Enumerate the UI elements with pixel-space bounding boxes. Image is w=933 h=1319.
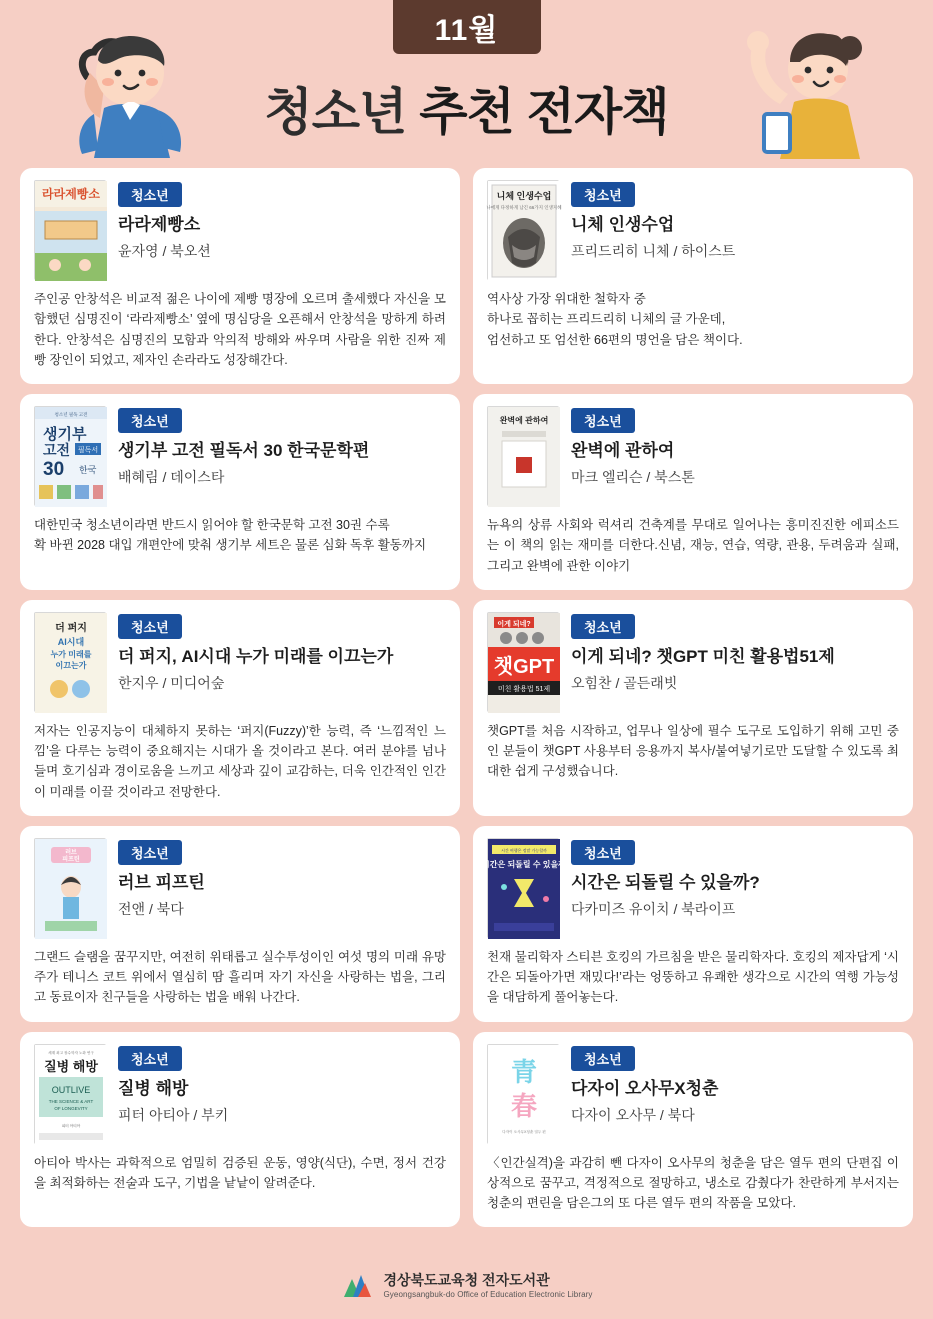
- svg-text:이끄는가: 이끄는가: [55, 660, 87, 670]
- book-meta: [118, 612, 446, 693]
- poster-header: [0, 0, 933, 165]
- book-title: 라라제빵소: [118, 215, 201, 234]
- book-description: 대한민국 청소년이라면 반드시 읽어야 할 한국문학 고전 30권 수록 확 바뀐 2028 대입 개편안에 맞춰 생기부 세트은 물론 심화 독후 활동까지: [34, 518, 427, 553]
- svg-text:누가 미래를: 누가 미래를: [50, 649, 92, 659]
- book-card-top: [34, 180, 446, 280]
- book-cover: [487, 406, 559, 506]
- svg-text:니체 인생수업: 니체 인생수업: [496, 191, 552, 201]
- book-title: 이게 되네? 챗GPT 미친 활용법51제: [571, 646, 835, 666]
- svg-text:OF LONGEVITY: OF LONGEVITY: [54, 1105, 88, 1111]
- book-description: 뉴욕의 상류 사회와 럭셔리 건축계를 무대로 일어나는 흥미진진한 에피소드는 이 책의 읽는 재미를 더한다.신념, 재능, 연습, 역량, 관용, 두려움과 실패, 그리고 완벽에 관한 이야기: [487, 518, 899, 573]
- svg-text:春: 春: [510, 1090, 538, 1121]
- book-description: 아티아 박사는 과학적으로 엄밀히 검증된 운동, 영양(식단), 수면, 정서 건강을 최적화하는 전술과 도구, 기법을 낱낱이 알려준다.: [34, 1155, 446, 1190]
- svg-text:AI시대: AI시대: [57, 636, 85, 647]
- footer-org-kr: 경상북도교육청 전자도서관: [383, 1272, 550, 1289]
- book-cover: [34, 1044, 106, 1144]
- book-author: 다카미즈 유이치 / 북라이프: [571, 901, 736, 917]
- book-card[interactable]: [20, 1032, 460, 1228]
- book-meta: [571, 612, 899, 693]
- book-meta: [571, 1044, 899, 1125]
- book-cover: [486, 180, 562, 280]
- svg-text:라라제빵소: 라라제빵소: [42, 187, 100, 201]
- book-description: 역사상 가장 위대한 철학자 중 하나로 꼽히는 프리드리히 니체의 글 가운데, 엄선하고 또 엄선한 66편의 명언을 담은 책이다.: [487, 292, 743, 347]
- status-badge: 청소년: [118, 408, 182, 433]
- book-author: 피터 아티아 / 부키: [118, 1106, 229, 1123]
- book-title: 완벽에 관하여: [571, 441, 675, 460]
- svg-text:질병 해방: 질병 해방: [44, 1058, 98, 1074]
- book-meta: [571, 838, 899, 919]
- book-card-top: [34, 838, 446, 938]
- book-card[interactable]: [473, 394, 913, 590]
- book-card-top: [482, 838, 899, 938]
- footer: [0, 1271, 933, 1301]
- book-card-top: [34, 1044, 446, 1144]
- book-meta: [571, 406, 899, 487]
- book-description: 그랜드 슬램을 꿈꾸지만, 여전히 위태롭고 실수투성이인 여섯 명의 미래 유망주가 테니스 코트 위에서 열심히 땀 흘리며 자기 자신을 사랑하는 법을, 그리고 동료이자 친구들을 사랑하는 법을 배워 나간다.: [34, 949, 446, 1005]
- svg-text:세계 최고 장수학자 노화 연구: 세계 최고 장수학자 노화 연구: [48, 1050, 94, 1055]
- book-meta: [118, 180, 446, 261]
- month-label: 11월: [434, 14, 499, 47]
- svg-text:러브: 러브: [65, 849, 77, 856]
- svg-text:챗GPT: 챗GPT: [493, 655, 555, 678]
- book-card-top: [487, 1044, 899, 1144]
- svg-text:한국: 한국: [79, 465, 97, 475]
- title-part1: 청소년: [264, 84, 407, 140]
- book-author: 마크 엘리슨 / 북스톤: [571, 469, 695, 486]
- book-description: 주인공 안창석은 비교적 젊은 나이에 제빵 명장에 오르며 출세했다 자신을 모함했던 심명진이 ‘라라제빵소’ 옆에 명심당을 오픈해서 안창석을 망하게 하려 한다. 안창석은 심명진의 모함과 악의적 방해와 싸우며 사람을 위한 진짜 제빵 장인이 되었고, 제자인 손라라도 성장해간다.: [34, 292, 446, 367]
- footer-org-en: Gyeongsangbuk-do Office of Education Electronic Library: [383, 1289, 593, 1299]
- book-card-top: [34, 612, 446, 712]
- book-card-top: [487, 406, 899, 506]
- svg-text:청소년 필독 고전: 청소년 필독 고전: [54, 412, 88, 417]
- book-author: 오힘찬 / 골든래빗: [571, 675, 678, 691]
- status-badge: 청소년: [571, 182, 635, 207]
- book-meta: [571, 180, 899, 261]
- svg-text:OUTLIVE: OUTLIVE: [51, 1084, 91, 1095]
- book-author: 배혜림 / 데이스타: [118, 469, 225, 486]
- page-title: [0, 72, 933, 144]
- book-card[interactable]: [473, 168, 913, 384]
- status-badge: 청소년: [571, 408, 635, 433]
- svg-text:나에게 다정하게 남긴 66가지 인생지혜: 나에게 다정하게 남긴 66가지 인생지혜: [486, 205, 562, 210]
- book-card-top: [487, 180, 899, 280]
- svg-text:시간은 되돌릴 수 있을까: 시간은 되돌릴 수 있을까: [482, 859, 566, 869]
- status-badge: 청소년: [118, 614, 182, 639]
- book-cover: [482, 838, 566, 938]
- book-description: 저자는 인공지능이 대체하지 못하는 ‘퍼지(Fuzzy)’한 능력, 즉 ‘느낌적인 느낌’을 다루는 능력이 중요해지는 시대가 올 것이라고 본다. 여러 분야를 넘나들며 호기심과 경이로움을 느끼고 세상과 깊이 교감하는, 더욱 인간적인 인간이 미래를 이끌 것이라고 전망한다.: [34, 723, 446, 799]
- status-badge: 청소년: [571, 614, 635, 639]
- book-description: 〈인간실격)을 과감히 뺀 다자이 오사무의 청춘을 담은 열두 편의 단편집 이상적으로 꿈꾸고, 격정적으로 절망하고, 냉소로 감췄다가 찬란하게 부서지는 청춘의 편린을 담은그의 또 다른 열두 편의 작품을 모았다.: [487, 1155, 899, 1210]
- book-title: 다자이 오사무X청춘: [571, 1078, 719, 1098]
- month-tab: [393, 0, 541, 54]
- svg-text:고전: 고전: [43, 442, 71, 458]
- book-author: 윤자영 / 북오션: [118, 243, 211, 260]
- book-card-top: [34, 406, 446, 506]
- status-badge: 청소년: [118, 840, 182, 865]
- book-title: 러브 피프틴: [118, 872, 205, 892]
- book-card[interactable]: [20, 168, 460, 384]
- status-badge: 청소년: [571, 1046, 635, 1071]
- book-description: 천재 물리학자 스티븐 호킹의 가르침을 받은 물리학자다. 호킹의 제자답게 ‘시간은 되돌아가면 재밌다!’라는 엉뚱하고 유쾌한 생각으로 시간의 역행 가능성을 대담하게 풀어놓는다.: [487, 949, 899, 1005]
- book-card[interactable]: [20, 600, 460, 816]
- book-title: 더 퍼지, AI시대 누가 미래를 이끄는가: [118, 646, 394, 666]
- book-title: 생기부 고전 필독서 30 한국문학편: [118, 441, 370, 460]
- svg-text:青: 青: [510, 1056, 538, 1087]
- book-card[interactable]: [473, 826, 913, 1022]
- svg-text:다자이 오사무X청춘 열두 편: 다자이 오사무X청춘 열두 편: [502, 1129, 546, 1134]
- footer-text: [383, 1272, 592, 1300]
- book-cover: [487, 1044, 559, 1144]
- book-card[interactable]: [20, 394, 460, 590]
- svg-text:완벽에 관하여: 완벽에 관하여: [499, 416, 549, 425]
- book-card[interactable]: [473, 1032, 913, 1228]
- status-badge: 청소년: [118, 182, 182, 207]
- book-title: 니체 인생수업: [571, 215, 675, 234]
- svg-text:THE SCIENCE & ART: THE SCIENCE & ART: [48, 1098, 94, 1104]
- book-author: 프리드리히 니체 / 하이스트: [571, 243, 736, 260]
- status-badge: 청소년: [118, 1046, 182, 1071]
- gyeongbuk-education-logo-icon: [340, 1271, 374, 1301]
- status-badge: 청소년: [571, 840, 635, 865]
- book-description: 챗GPT를 처음 시작하고, 업무나 일상에 필수 도구로 도입하기 위해 고민 중인 분들이 챗GPT 사용부터 응용까지 복사/붙여넣기로만 도달할 수 있도록 최대한 쉽게 구성했습니다.: [487, 723, 899, 779]
- book-author: 전앤 / 북다: [118, 901, 184, 917]
- svg-text:피프틴: 피프틴: [62, 856, 80, 863]
- book-grid: [20, 168, 913, 1227]
- book-card[interactable]: [20, 826, 460, 1022]
- svg-text:이게 되네?: 이게 되네?: [497, 620, 531, 628]
- book-cover: [487, 612, 559, 712]
- title-part2: 추천 전자책: [419, 84, 669, 140]
- book-cover: [34, 612, 106, 712]
- book-cover: [34, 838, 106, 938]
- book-card-top: [487, 612, 899, 712]
- book-meta: [118, 1044, 446, 1125]
- svg-text:시간 여행은 정말 가능할까: 시간 여행은 정말 가능할까: [501, 847, 547, 853]
- book-card[interactable]: [473, 600, 913, 816]
- svg-text:더 퍼지: 더 퍼지: [55, 622, 87, 634]
- svg-text:피터 아티아: 피터 아티아: [61, 1123, 81, 1128]
- book-cover: [34, 180, 106, 280]
- book-meta: [118, 406, 446, 487]
- book-title: 시간은 되돌릴 수 있을까?: [571, 872, 760, 892]
- book-cover: [34, 406, 106, 506]
- book-meta: [118, 838, 446, 919]
- svg-text:30: 30: [43, 459, 65, 480]
- svg-text:미친 활용법 51제: 미친 활용법 51제: [497, 685, 551, 693]
- book-title: 질병 해방: [118, 1078, 189, 1098]
- book-author: 한지우 / 미디어숲: [118, 675, 225, 691]
- svg-text:생기부: 생기부: [43, 426, 87, 443]
- svg-text:필독서: 필독서: [77, 447, 99, 454]
- book-author: 다자이 오사무 / 북다: [571, 1106, 695, 1123]
